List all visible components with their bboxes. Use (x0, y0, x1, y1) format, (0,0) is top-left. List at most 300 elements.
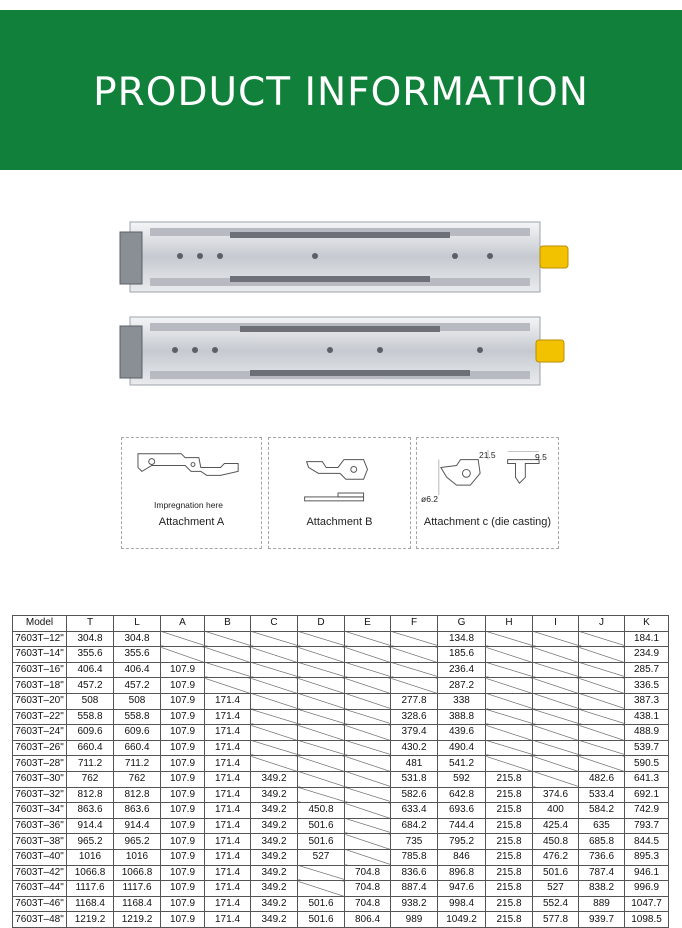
table-cell (251, 756, 298, 772)
table-cell: 793.7 (625, 818, 669, 834)
table-row (13, 818, 669, 834)
model-cell: 7603T–38" (13, 834, 67, 850)
header-banner (0, 10, 682, 170)
table-cell: 508 (114, 693, 161, 709)
model-cell: 7603T–42" (13, 865, 67, 881)
table-cell: 704.8 (345, 881, 391, 897)
table-cell (251, 678, 298, 694)
table-cell: 171.4 (205, 881, 251, 897)
table-cell: 1117.6 (67, 881, 114, 897)
column-header: G (438, 616, 486, 632)
table-cell: 998.4 (438, 896, 486, 912)
table-cell: 349.2 (251, 771, 298, 787)
model-cell: 7603T–32" (13, 787, 67, 803)
table-cell: 171.4 (205, 865, 251, 881)
table-cell: 914.4 (114, 818, 161, 834)
table-row (13, 647, 669, 663)
table-cell (486, 678, 533, 694)
table-cell: 660.4 (114, 740, 161, 756)
table-cell: 107.9 (161, 865, 205, 881)
table-cell: 171.4 (205, 709, 251, 725)
table-cell (298, 662, 345, 678)
table-cell: 171.4 (205, 756, 251, 772)
model-cell: 7603T–12" (13, 631, 67, 647)
model-cell: 7603T–20" (13, 693, 67, 709)
table-cell: 349.2 (251, 818, 298, 834)
table-cell: 215.8 (486, 896, 533, 912)
model-cell: 7603T–16" (13, 662, 67, 678)
latch-bottom (536, 340, 564, 362)
table-cell: 171.4 (205, 725, 251, 741)
table-cell (345, 709, 391, 725)
table-cell: 946.1 (625, 865, 669, 881)
table-row (13, 803, 669, 819)
table-cell: 457.2 (114, 678, 161, 694)
table-cell: 185.6 (438, 647, 486, 663)
table-cell (345, 678, 391, 694)
table-cell: 577.8 (533, 912, 579, 928)
table-cell: 349.2 (251, 896, 298, 912)
table-cell: 439.6 (438, 725, 486, 741)
table-cell: 171.4 (205, 693, 251, 709)
table-cell: 704.8 (345, 865, 391, 881)
table-cell (579, 678, 625, 694)
table-cell: 430.2 (391, 740, 438, 756)
table-cell: 336.5 (625, 678, 669, 694)
table-cell (579, 740, 625, 756)
table-cell: 660.4 (67, 740, 114, 756)
table-cell: 684.2 (391, 818, 438, 834)
table-cell: 592 (438, 771, 486, 787)
table-cell: 107.9 (161, 787, 205, 803)
table-cell: 527 (533, 881, 579, 897)
table-cell (345, 787, 391, 803)
table-cell: 501.6 (298, 912, 345, 928)
table-cell: 704.8 (345, 896, 391, 912)
table-cell: 481 (391, 756, 438, 772)
table-cell: 171.4 (205, 771, 251, 787)
table-cell: 501.6 (533, 865, 579, 881)
page-title: PRODUCT INFORMATION (93, 69, 589, 115)
model-cell: 7603T–24" (13, 725, 67, 741)
table-cell: 482.6 (579, 771, 625, 787)
table-cell: 836.6 (391, 865, 438, 881)
table-cell: 806.4 (345, 912, 391, 928)
table-cell: 490.4 (438, 740, 486, 756)
table-cell: 508 (67, 693, 114, 709)
model-cell: 7603T–34" (13, 803, 67, 819)
table-cell (298, 865, 345, 881)
table-row (13, 756, 669, 772)
table-cell: 171.4 (205, 787, 251, 803)
table-cell: 501.6 (298, 896, 345, 912)
table-cell: 457.2 (67, 678, 114, 694)
table-cell (533, 693, 579, 709)
table-cell: 107.9 (161, 725, 205, 741)
table-cell: 582.6 (391, 787, 438, 803)
table-cell: 215.8 (486, 912, 533, 928)
table-cell (345, 818, 391, 834)
table-cell (298, 725, 345, 741)
column-header: B (205, 616, 251, 632)
table-cell: 107.9 (161, 849, 205, 865)
table-cell: 171.4 (205, 834, 251, 850)
table-cell (486, 725, 533, 741)
table-cell (345, 725, 391, 741)
table-cell: 641.3 (625, 771, 669, 787)
table-cell: 171.4 (205, 803, 251, 819)
table-cell (486, 709, 533, 725)
table-cell: 1117.6 (114, 881, 161, 897)
table-cell: 476.2 (533, 849, 579, 865)
column-header: C (251, 616, 298, 632)
table-row (13, 662, 669, 678)
model-cell: 7603T–44" (13, 881, 67, 897)
table-cell (391, 662, 438, 678)
attachment-b-box (268, 437, 411, 549)
table-cell: 171.4 (205, 896, 251, 912)
spec-table (12, 615, 669, 928)
table-cell: 400 (533, 803, 579, 819)
table-cell: 735 (391, 834, 438, 850)
table-row (13, 631, 669, 647)
table-cell: 863.6 (67, 803, 114, 819)
table-cell: 1168.4 (114, 896, 161, 912)
dimension-diameter: ø6.2 (421, 494, 439, 504)
table-cell: 234.9 (625, 647, 669, 663)
slide-bottom (120, 317, 564, 385)
table-cell (345, 756, 391, 772)
table-cell (298, 756, 345, 772)
table-cell: 107.9 (161, 693, 205, 709)
table-cell: 501.6 (298, 818, 345, 834)
table-cell: 215.8 (486, 834, 533, 850)
table-cell: 349.2 (251, 803, 298, 819)
table-cell: 635 (579, 818, 625, 834)
table-cell: 711.2 (114, 756, 161, 772)
table-cell: 965.2 (67, 834, 114, 850)
table-cell: 642.8 (438, 787, 486, 803)
table-cell: 438.1 (625, 709, 669, 725)
dimension-9-5: 9.5 (535, 452, 547, 462)
table-cell: 558.8 (114, 709, 161, 725)
table-cell: 846 (438, 849, 486, 865)
table-cell (486, 693, 533, 709)
table-cell: 762 (114, 771, 161, 787)
table-cell: 488.9 (625, 725, 669, 741)
table-cell: 838.2 (579, 881, 625, 897)
table-cell: 215.8 (486, 849, 533, 865)
table-cell: 1049.2 (438, 912, 486, 928)
table-cell (486, 631, 533, 647)
table-cell: 107.9 (161, 834, 205, 850)
table-cell: 406.4 (114, 662, 161, 678)
table-row (13, 725, 669, 741)
table-cell: 527 (298, 849, 345, 865)
table-cell (533, 740, 579, 756)
table-cell: 215.8 (486, 787, 533, 803)
column-header: Model (13, 616, 67, 632)
model-cell: 7603T–28" (13, 756, 67, 772)
table-cell: 812.8 (114, 787, 161, 803)
table-row (13, 881, 669, 897)
table-cell: 1219.2 (114, 912, 161, 928)
table-cell: 939.7 (579, 912, 625, 928)
table-cell: 736.6 (579, 849, 625, 865)
table-cell (298, 771, 345, 787)
table-row (13, 693, 669, 709)
table-cell (205, 647, 251, 663)
spec-table-header (13, 616, 669, 632)
table-cell (205, 662, 251, 678)
table-row (13, 787, 669, 803)
table-cell (298, 881, 345, 897)
table-cell (533, 771, 579, 787)
table-cell: 895.3 (625, 849, 669, 865)
model-cell: 7603T–26" (13, 740, 67, 756)
column-header: A (161, 616, 205, 632)
table-cell (251, 709, 298, 725)
table-cell: 584.2 (579, 803, 625, 819)
table-cell: 107.9 (161, 709, 205, 725)
table-cell: 171.4 (205, 912, 251, 928)
attachment-b-drawing (269, 438, 410, 548)
table-cell: 693.6 (438, 803, 486, 819)
table-cell (579, 631, 625, 647)
table-cell (298, 740, 345, 756)
table-cell: 938.2 (391, 896, 438, 912)
table-cell: 558.8 (67, 709, 114, 725)
attachment-a-note: Impregnation here (154, 500, 223, 510)
table-cell (298, 678, 345, 694)
table-cell (486, 662, 533, 678)
table-cell (345, 740, 391, 756)
table-cell: 349.2 (251, 834, 298, 850)
table-cell: 406.4 (67, 662, 114, 678)
table-cell: 374.6 (533, 787, 579, 803)
table-row (13, 912, 669, 928)
table-cell (533, 647, 579, 663)
table-cell: 744.4 (438, 818, 486, 834)
column-header: I (533, 616, 579, 632)
table-cell: 552.4 (533, 896, 579, 912)
table-cell: 1066.8 (67, 865, 114, 881)
table-cell: 711.2 (67, 756, 114, 772)
table-cell: 887.4 (391, 881, 438, 897)
table-cell (345, 849, 391, 865)
table-cell: 742.9 (625, 803, 669, 819)
table-cell: 896.8 (438, 865, 486, 881)
table-cell (161, 631, 205, 647)
table-cell: 107.9 (161, 803, 205, 819)
table-cell: 1066.8 (114, 865, 161, 881)
table-row (13, 834, 669, 850)
table-cell (205, 631, 251, 647)
table-cell: 450.8 (533, 834, 579, 850)
table-cell: 450.8 (298, 803, 345, 819)
table-cell (533, 678, 579, 694)
column-header: J (579, 616, 625, 632)
table-cell: 633.4 (391, 803, 438, 819)
table-cell: 539.7 (625, 740, 669, 756)
table-cell: 692.1 (625, 787, 669, 803)
table-cell: 215.8 (486, 818, 533, 834)
table-cell (345, 631, 391, 647)
attachment-b-label: Attachment B (306, 516, 373, 528)
table-cell (205, 678, 251, 694)
table-cell: 215.8 (486, 771, 533, 787)
model-cell: 7603T–36" (13, 818, 67, 834)
table-cell (345, 771, 391, 787)
attachment-c-box (416, 437, 559, 549)
table-cell: 844.5 (625, 834, 669, 850)
table-cell (579, 756, 625, 772)
table-cell: 107.9 (161, 740, 205, 756)
column-header: E (345, 616, 391, 632)
column-header: H (486, 616, 533, 632)
table-cell: 107.9 (161, 771, 205, 787)
table-cell: 304.8 (114, 631, 161, 647)
table-cell: 349.2 (251, 912, 298, 928)
table-cell: 107.9 (161, 896, 205, 912)
table-cell: 762 (67, 771, 114, 787)
table-cell (345, 647, 391, 663)
table-cell: 785.8 (391, 849, 438, 865)
attachment-a-label: Attachment A (158, 516, 225, 528)
table-cell: 171.4 (205, 818, 251, 834)
table-row (13, 709, 669, 725)
table-cell: 947.6 (438, 881, 486, 897)
table-cell: 107.9 (161, 662, 205, 678)
table-cell (251, 740, 298, 756)
table-cell: 501.6 (298, 834, 345, 850)
table-cell: 812.8 (67, 787, 114, 803)
table-cell (533, 756, 579, 772)
table-cell (345, 803, 391, 819)
table-cell: 184.1 (625, 631, 669, 647)
table-cell (345, 693, 391, 709)
model-cell: 7603T–46" (13, 896, 67, 912)
table-cell (579, 725, 625, 741)
attachment-a-drawing (122, 438, 261, 548)
table-cell (251, 725, 298, 741)
table-cell: 277.8 (391, 693, 438, 709)
table-cell: 171.4 (205, 740, 251, 756)
model-cell: 7603T–14" (13, 647, 67, 663)
table-cell: 541.2 (438, 756, 486, 772)
table-cell: 989 (391, 912, 438, 928)
table-row (13, 849, 669, 865)
table-cell (251, 631, 298, 647)
table-cell: 1219.2 (67, 912, 114, 928)
table-cell: 996.9 (625, 881, 669, 897)
table-cell: 349.2 (251, 787, 298, 803)
table-cell: 379.4 (391, 725, 438, 741)
table-cell: 1016 (114, 849, 161, 865)
table-cell (579, 709, 625, 725)
table-cell (486, 756, 533, 772)
table-cell: 609.6 (67, 725, 114, 741)
table-row (13, 896, 669, 912)
table-cell (533, 662, 579, 678)
table-cell: 287.2 (438, 678, 486, 694)
column-header: L (114, 616, 161, 632)
table-cell: 107.9 (161, 912, 205, 928)
drawer-slides-photo (100, 212, 580, 392)
table-cell: 349.2 (251, 865, 298, 881)
table-cell: 215.8 (486, 865, 533, 881)
table-cell (486, 740, 533, 756)
table-cell (391, 678, 438, 694)
spec-table-body (13, 631, 669, 927)
table-cell (161, 647, 205, 663)
table-cell (298, 709, 345, 725)
table-cell: 355.6 (67, 647, 114, 663)
table-row (13, 740, 669, 756)
table-row (13, 865, 669, 881)
table-cell: 533.4 (579, 787, 625, 803)
table-cell: 388.8 (438, 709, 486, 725)
table-cell (533, 725, 579, 741)
table-cell: 338 (438, 693, 486, 709)
table-cell: 965.2 (114, 834, 161, 850)
table-cell: 1016 (67, 849, 114, 865)
table-cell: 304.8 (67, 631, 114, 647)
table-cell: 107.9 (161, 881, 205, 897)
table-cell (345, 834, 391, 850)
attachment-a-box (121, 437, 262, 549)
table-cell: 889 (579, 896, 625, 912)
column-header: F (391, 616, 438, 632)
dimension-21-5: 21.5 (479, 450, 496, 460)
table-cell: 107.9 (161, 678, 205, 694)
table-cell (579, 647, 625, 663)
model-cell: 7603T–18" (13, 678, 67, 694)
table-cell: 787.4 (579, 865, 625, 881)
table-cell (533, 631, 579, 647)
table-cell: 795.2 (438, 834, 486, 850)
table-cell: 285.7 (625, 662, 669, 678)
model-cell: 7603T–30" (13, 771, 67, 787)
table-row (13, 771, 669, 787)
table-cell: 1168.4 (67, 896, 114, 912)
table-cell: 863.6 (114, 803, 161, 819)
table-cell (298, 647, 345, 663)
table-cell: 215.8 (486, 881, 533, 897)
table-cell (251, 647, 298, 663)
table-cell: 425.4 (533, 818, 579, 834)
table-cell: 531.8 (391, 771, 438, 787)
table-cell: 590.5 (625, 756, 669, 772)
table-cell: 1098.5 (625, 912, 669, 928)
table-cell: 1047.7 (625, 896, 669, 912)
table-cell (345, 662, 391, 678)
model-cell: 7603T–48" (13, 912, 67, 928)
table-row (13, 678, 669, 694)
slide-top (120, 222, 568, 292)
table-cell: 914.4 (67, 818, 114, 834)
table-cell (391, 631, 438, 647)
table-cell: 171.4 (205, 849, 251, 865)
table-cell: 685.8 (579, 834, 625, 850)
table-cell: 609.6 (114, 725, 161, 741)
table-cell (391, 647, 438, 663)
table-cell: 355.6 (114, 647, 161, 663)
table-cell (298, 631, 345, 647)
attachment-c-label: Attachment c (die casting) (423, 516, 552, 528)
table-cell (298, 693, 345, 709)
table-cell: 349.2 (251, 849, 298, 865)
